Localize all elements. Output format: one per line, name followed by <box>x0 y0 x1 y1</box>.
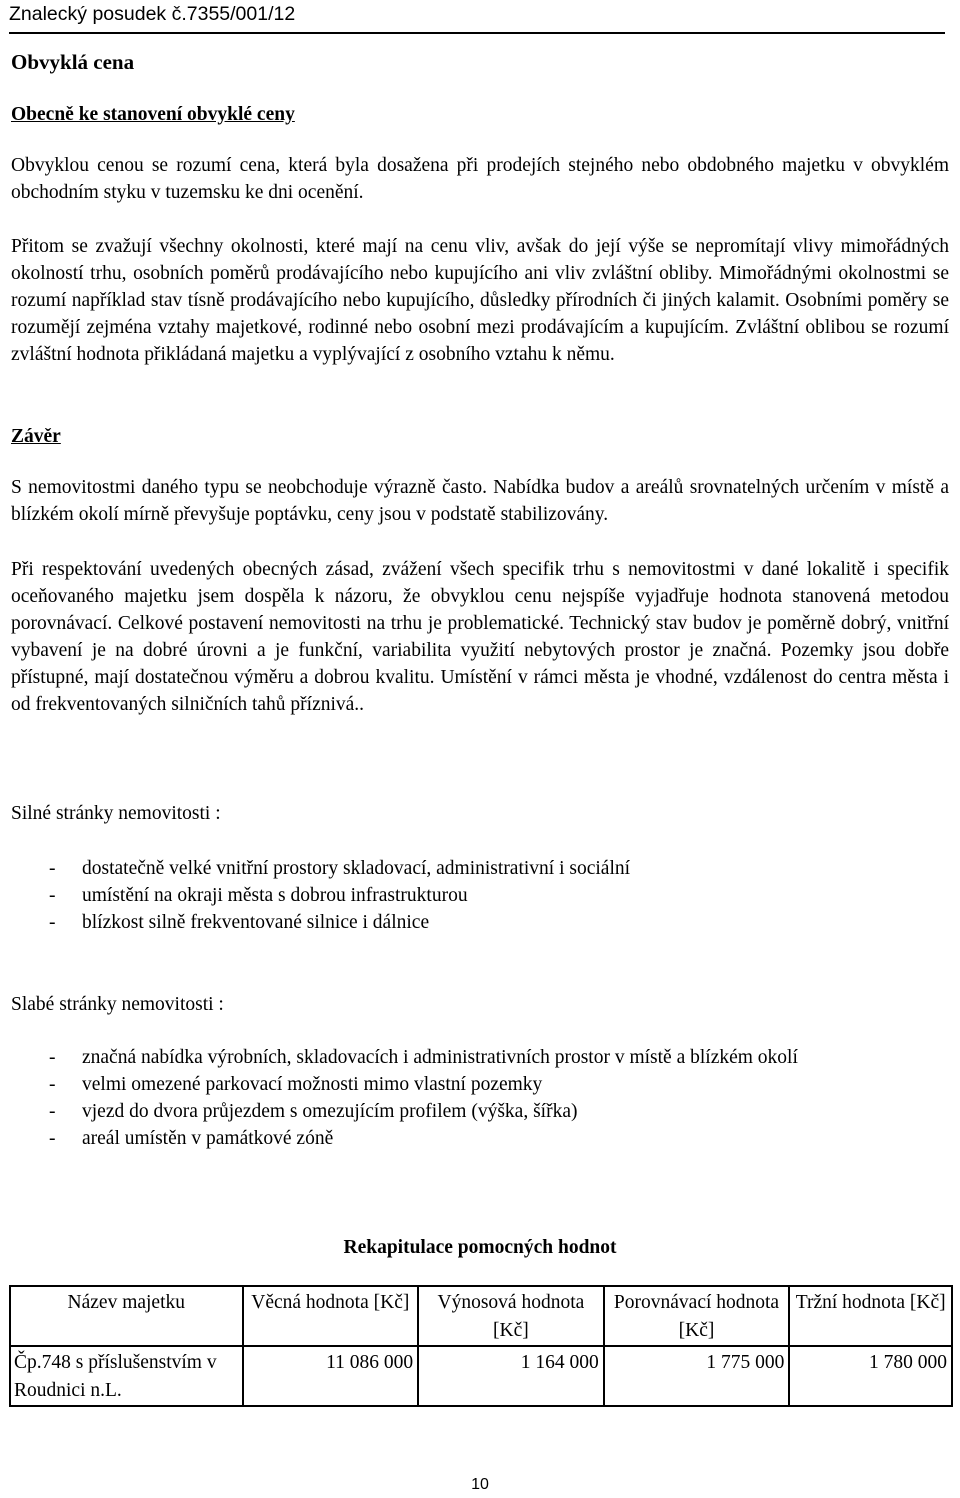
col-header-porovnavaci: Porovnávací hodnota [Kč] <box>604 1286 790 1346</box>
paragraph-text: S nemovitostmi daného typu se neobchoduje výrazně často. Nabídka budov a areálů srovnatelných určením v místě a blízkém okolí mírně převyšuje poptávku, ceny jsou v podstatě stabilizovány. <box>11 477 949 525</box>
list-item: - dostatečně velké vnitřní prostory skladovací, administrativní i sociální <box>49 858 631 879</box>
col-header-vynosova: Výnosová hodnota [Kč] <box>418 1286 604 1346</box>
conclusion-title: Závěr <box>11 426 61 447</box>
strengths-list <box>11 855 949 936</box>
list-item: - umístění na okraji města s dobrou infrastrukturou <box>49 885 468 906</box>
page-header <box>9 0 945 34</box>
paragraph-text: Obvyklou cenou se rozumí cena, která byla dosažena při prodejích stejného nebo obdobného majetku v obvyklém obchodním styku v tuzemsku ke dni ocenění. <box>11 155 949 203</box>
strengths-title: Silné stránky nemovitosti : <box>11 803 221 824</box>
paragraph-circumstances <box>11 233 949 368</box>
list-item: - blízkost silně frekventované silnice i dálnice <box>49 912 430 933</box>
section-title: Obvyklá cena <box>11 50 135 74</box>
list-item: - areál umístěn v památkové zóně <box>49 1128 334 1149</box>
page-number: 10 <box>471 1476 489 1493</box>
recap-table <box>9 1285 953 1407</box>
cell-trzni: 1 780 000 <box>789 1346 952 1406</box>
paragraph-text: Přitom se zvažují všechny okolnosti, které mají na cenu vliv, avšak do její výše se nepromítají vlivy mimořádných okolností trhu, osobních poměrů prodávajícího nebo kupujícího ani vliv zvláštní obliby. Mimořádnými okolnostmi se rozumí například stav tísně prodávajícího nebo kupujícího, důsledky přírodních či jiných kalamit. Osobními poměry se rozumějí zejména vztahy majetkové, rodinné nebo osobní mezi prodávajícím a kupujícím. Zvláštní oblibou se rozumí zvláštní hodnota přikládaná majetku a vyplývající z osobního vztahu k němu. <box>11 236 949 365</box>
cell-porovnavaci: 1 775 000 <box>604 1346 790 1406</box>
section-subtitle: Obecně ke stanovení obvyklé ceny <box>11 104 295 125</box>
col-header-vecna: Věcná hodnota [Kč] <box>243 1286 419 1346</box>
weaknesses-list <box>11 1044 949 1152</box>
list-item: - vjezd do dvora průjezdem s omezujícím profilem (výška, šířka) <box>49 1101 578 1122</box>
paragraph-market <box>11 474 949 528</box>
weaknesses-title: Slabé stránky nemovitosti : <box>11 994 224 1015</box>
table-row <box>10 1346 952 1406</box>
col-header-trzni: Tržní hodnota [Kč] <box>789 1286 952 1346</box>
cell-name: Čp.748 s příslušenstvím v Roudnici n.L. <box>10 1346 243 1406</box>
document-title: Znalecký posudek č.7355/001/12 <box>9 3 296 25</box>
paragraph-definition <box>11 152 949 206</box>
list-item: - velmi omezené parkovací možnosti mimo vlastní pozemky <box>49 1074 543 1095</box>
table-header-row <box>10 1286 952 1346</box>
list-item: - značná nabídka výrobních, skladovacích i administrativních prostor v místě a blízkém okolí <box>49 1047 798 1068</box>
paragraph-assessment <box>11 556 949 718</box>
paragraph-text: Při respektování uvedených obecných zásad, zvážení všech specifik trhu s nemovitostmi v dané lokalitě i specifik oceňovaného majetku jsem dospěla k názoru, že obvyklou cenu nejspíše vyjadřuje hodnota stanovená metodou porovnávací. Celkové postavení nemovitosti na trhu je problematické. Technický stav budov je poměrně dobrý, vnitřní vybavení je na dobré úrovni a je funkční, variabilita využití nebytových prostor je značná. Pozemky jsou dobře přístupné, mají dostatečnou výměru a dobrou kvalitu. Umístění v rámci města je vhodné, vzdálenost do centra města i od frekventovaných silničních tahů příznivá.. <box>11 559 949 715</box>
table-title: Rekapitulace pomocných hodnot <box>343 1237 617 1258</box>
cell-vynosova: 1 164 000 <box>418 1346 604 1406</box>
col-header-name: Název majetku <box>10 1286 243 1346</box>
cell-vecna: 11 086 000 <box>243 1346 419 1406</box>
